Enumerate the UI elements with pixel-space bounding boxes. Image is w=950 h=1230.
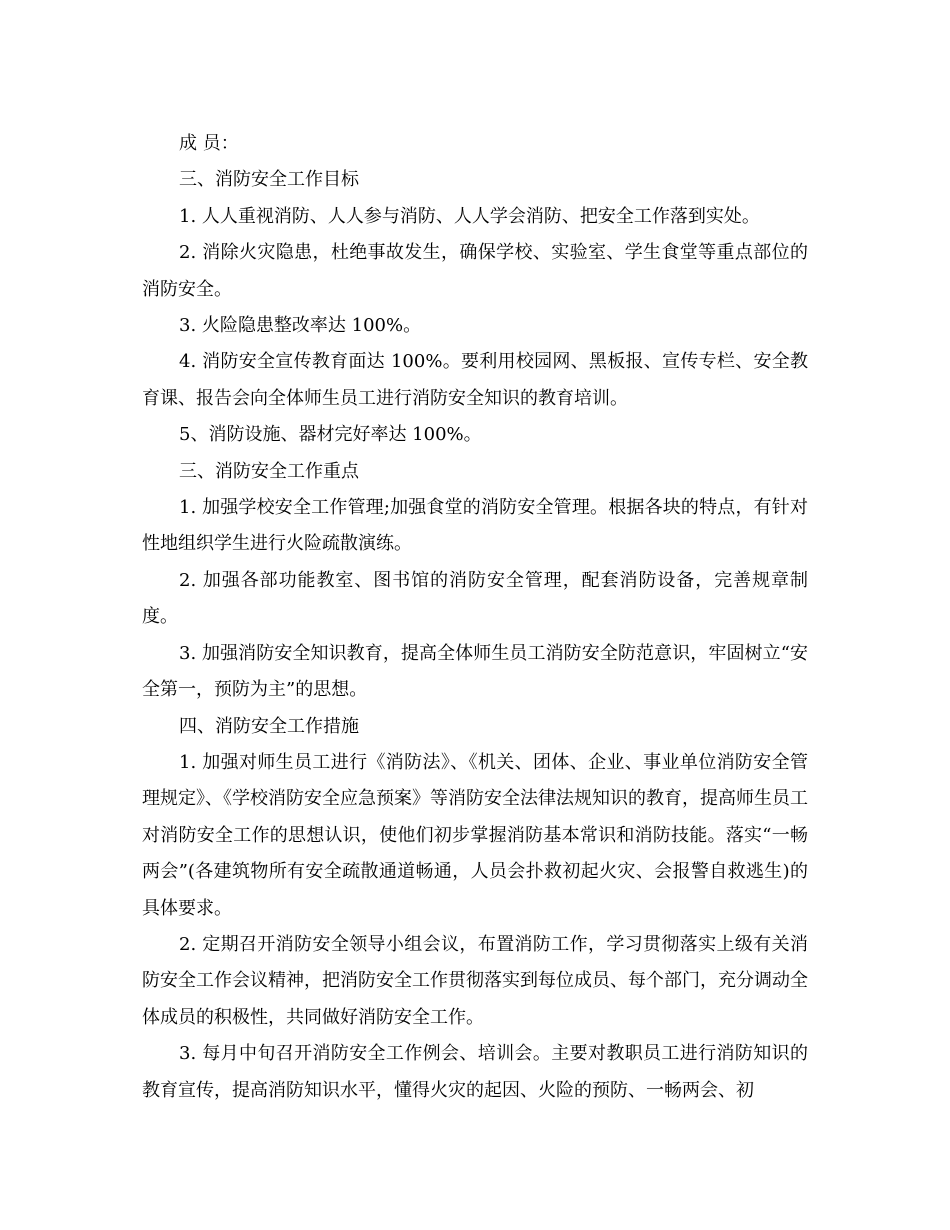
focus-item-3: 3. 加强消防安全知识教育，提高全体师生员工消防安全防范意识，牢固树立“安全第一，预防为主”的思想。 (142, 642, 808, 701)
goal-item-4: 4. 消防安全宣传教育面达 100%。要利用校园网、黑板报、宣传专栏、安全教育课、报告会向全体师生员工进行消防安全知识的教育培训。 (142, 351, 808, 409)
section-heading-goals: 三、消防安全工作目标 (179, 169, 359, 191)
focus-item-2: 2. 加强各部功能教室、图书馆的消防安全管理，配套消防设备，完善规章制度。 (142, 569, 808, 628)
section-heading-measures: 四、消防安全工作措施 (179, 715, 359, 737)
measure-item-2: 2. 定期召开消防安全领导小组会议，布置消防工作，学习贯彻落实上级有关消防安全工作会议精神，把消防安全工作贯彻落实到每位成员、每个部门，充分调动全体成员的积极性，共同做好消防安全工作。 (142, 933, 808, 1028)
goal-item-5: 5、消防设施、器材完好率达 100%。 (179, 424, 482, 446)
goal-item-1: 1. 人人重视消防、人人参与消防、人人学会消防、把安全工作落到实处。 (179, 205, 760, 227)
goal-item-2: 2. 消除火灾隐患，杜绝事故发生，确保学校、实验室、学生食堂等重点部位的消防安全。 (142, 242, 808, 300)
goal-item-3: 3. 火险隐患整改率达 100%。 (179, 315, 422, 337)
focus-item-1: 1. 加强学校安全工作管理;加强食堂的消防安全管理。根据各块的特点，有针对性地组织学生进行火险疏散演练。 (142, 497, 808, 555)
section-heading-focus: 三、消防安全工作重点 (179, 460, 359, 482)
measure-item-1: 1. 加强对师生员工进行《消防法》、《机关、团体、企业、事业单位消防安全管理规定》、《学校消防安全应急预案》等消防安全法律法规知识的教育，提高师生员工对消防安全工作的思想认识，使他们初步掌握消防基本常识和消防技能。落实“一畅两会”(各建筑物所有安全疏散通道畅通，人员会扑救初起火灾、会报警自救逃生)的具体要求。 (142, 751, 808, 919)
document-body (142, 126, 808, 1109)
measure-item-3: 3. 每月中旬召开消防安全工作例会、培训会。主要对教职员工进行消防知识的教育宣传，提高消防知识水平，懂得火灾的起因、火险的预防、一畅两会、初 (142, 1043, 808, 1101)
members-line: 成 员： (179, 133, 239, 154)
